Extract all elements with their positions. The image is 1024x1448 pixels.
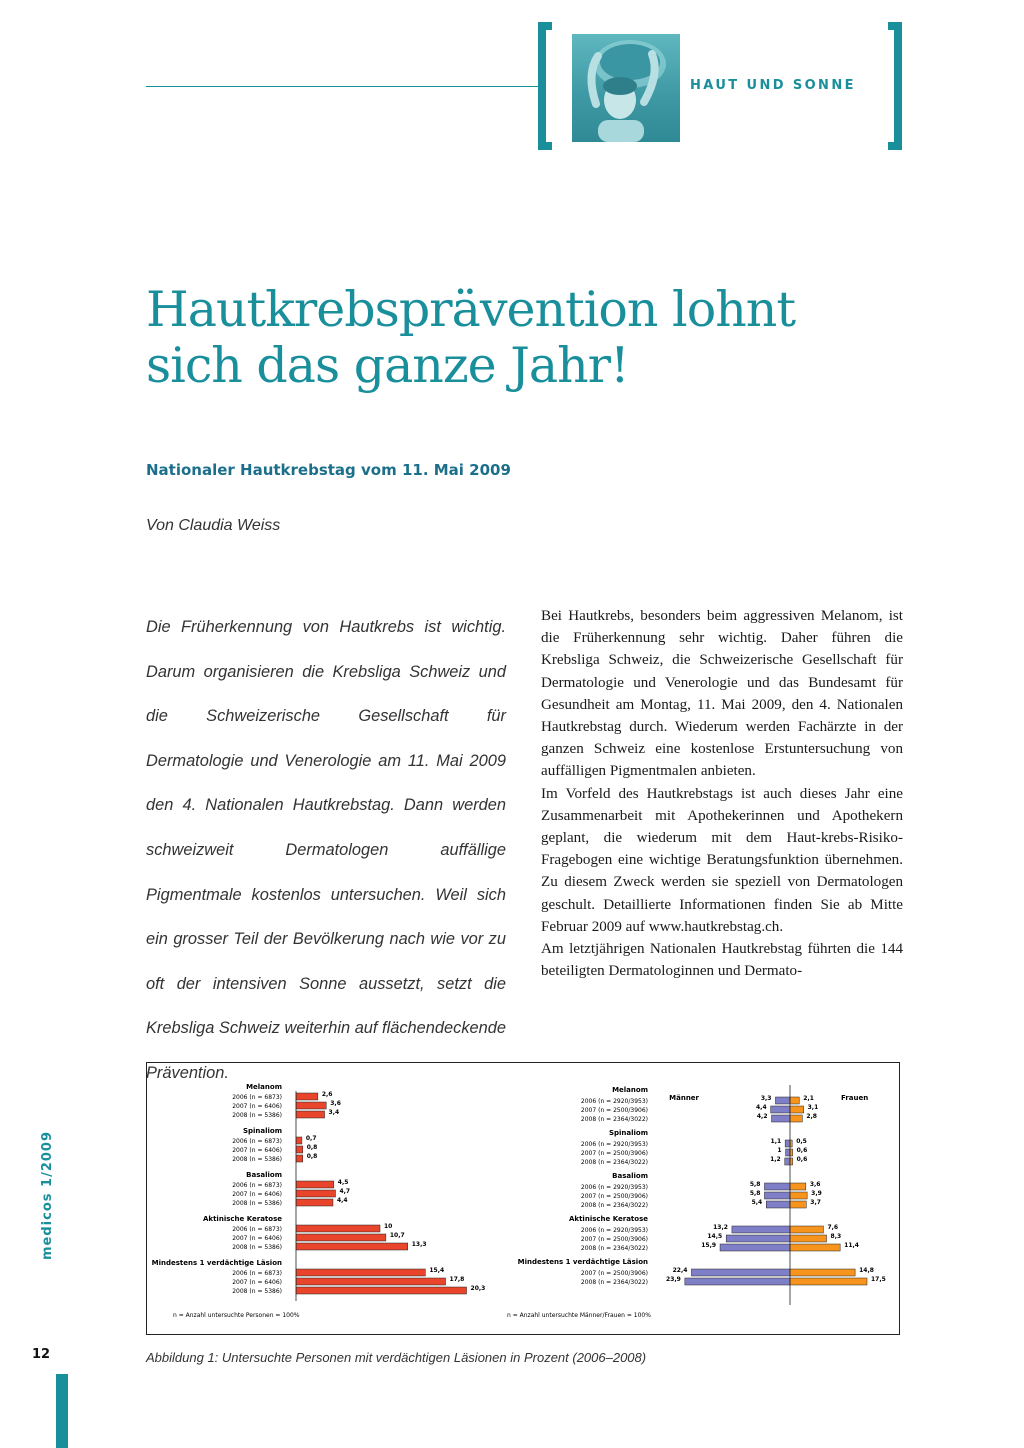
data-label: 4,4 (336, 1197, 348, 1204)
body-paragraph: Am letztjährigen Nationalen Hautkrebstag führten die 144 beteiligten Dermatologinnen und Dermato- (541, 941, 903, 980)
body-text (541, 605, 903, 982)
bar-women (790, 1183, 806, 1190)
row-label: 2007 (n = 2500/3906) (580, 1150, 648, 1157)
data-label-women: 2,1 (803, 1095, 814, 1102)
bar (296, 1190, 335, 1197)
bar-women (790, 1115, 802, 1122)
bar-men (771, 1106, 790, 1113)
bar (296, 1234, 386, 1241)
bar (296, 1146, 303, 1153)
bar-men (685, 1278, 790, 1285)
bar (296, 1199, 333, 1206)
row-label: 2008 (n = 2364/3022) (580, 1279, 648, 1286)
row-label: 2007 (n = 6406) (232, 1147, 282, 1154)
data-label-men: 1 (777, 1147, 782, 1154)
row-label: 2006 (n = 2920/3953) (580, 1098, 648, 1105)
footnote: n = Anzahl untersuchte Personen = 100% (173, 1312, 300, 1319)
row-label: 2007 (n = 6406) (232, 1103, 282, 1110)
row-label: 2008 (n = 5386) (232, 1288, 282, 1295)
left-bracket (538, 22, 552, 150)
data-label-women: 3,7 (810, 1199, 821, 1206)
bar-men (764, 1192, 790, 1199)
bar-women (790, 1192, 807, 1199)
data-label: 15,4 (429, 1267, 445, 1274)
bar-women (790, 1097, 799, 1104)
bar (296, 1111, 325, 1118)
data-label: 0,8 (306, 1144, 318, 1151)
bar-women (790, 1278, 867, 1285)
group-label: Basaliom (612, 1172, 648, 1180)
group-label: Spinaliom (608, 1129, 648, 1137)
data-label: 0,7 (305, 1135, 317, 1142)
bar (296, 1225, 380, 1232)
figure-box (146, 1062, 900, 1335)
bar-men (732, 1226, 790, 1233)
data-label: 13,3 (411, 1241, 427, 1248)
row-label: 2008 (n = 5386) (232, 1200, 282, 1207)
bar (296, 1093, 318, 1100)
data-label-men: 1,1 (770, 1138, 782, 1145)
row-label: 2006 (n = 2920/3953) (580, 1141, 648, 1148)
row-label: 2008 (n = 2364/3022) (580, 1202, 648, 1209)
group-label: Aktinische Keratose (569, 1215, 648, 1223)
data-label: 3,4 (328, 1109, 340, 1116)
bar (296, 1137, 302, 1144)
row-label: 2007 (n = 2500/3906) (580, 1236, 648, 1243)
row-label: 2006 (n = 6873) (232, 1226, 282, 1233)
lead-paragraph: Die Früherkennung von Hautkrebs ist wichtig. Darum organisieren die Krebsliga Schweiz und die Schweizerische Gesellschaft für Dermatologie und Venerologie am 11. Mai 2009 den 4. Nationalen Hautkrebstag. Dann werden schweizweit Dermatologen auffällige Pigmentmale kostenlos untersuchen. Weil sich ein grosser Teil der Bevölkerung nach wie vor zu oft der intensiven Sonne aussetzt, setzt die Krebsliga Schweiz weiterhin auf flächendeckende Prävention. (146, 618, 506, 1082)
row-label: 2008 (n = 2364/3022) (580, 1159, 648, 1166)
data-label-women: 8,3 (830, 1233, 842, 1240)
section-label: HAUT UND SONNE (690, 78, 856, 93)
data-label: 20,3 (470, 1285, 486, 1292)
header-photo (572, 34, 680, 142)
data-label-women: 2,8 (806, 1113, 817, 1120)
data-label-women: 17,5 (871, 1276, 886, 1283)
row-label: 2006 (n = 6873) (232, 1182, 282, 1189)
data-label: 4,7 (339, 1188, 351, 1195)
accent-bar (56, 1374, 68, 1448)
data-label-men: 23,9 (666, 1276, 681, 1283)
data-label-women: 0,6 (796, 1147, 808, 1154)
legend-women: Frauen (841, 1094, 869, 1102)
legend-men: Männer (669, 1094, 699, 1102)
data-label-women: 3,9 (811, 1190, 822, 1197)
figure-charts (147, 1063, 901, 1336)
data-label-men: 5,4 (751, 1199, 763, 1206)
bar (296, 1278, 446, 1285)
bar-women (790, 1269, 855, 1276)
data-label: 10,7 (389, 1232, 405, 1239)
bar-women (790, 1201, 806, 1208)
row-label: 2008 (n = 5386) (232, 1244, 282, 1251)
bar-men (726, 1235, 790, 1242)
bar (296, 1102, 326, 1109)
bar-women (790, 1226, 823, 1233)
group-label: Melanom (246, 1083, 282, 1091)
bar (296, 1269, 425, 1276)
right-bracket (888, 22, 902, 150)
body-paragraph: Bei Hautkrebs, besonders beim aggressiven Melanom, ist die Früherkennung sehr wichtig. Daher führen die Krebsliga Schweiz, die Schweizerische Gesellschaft für Dermatologie und Venerologie und das Bundesamt für Gesundheit am Montag, 11. Mai 2009, den 4. Nationalen Hautkrebstag durch. Wiederum werden Fachärzte in der ganzen Schweiz eine kostenlose Erstuntersuchung von auffälligen Pigmentmalen anbieten. (541, 608, 903, 780)
data-label-women: 3,6 (809, 1181, 821, 1188)
data-label: 17,8 (449, 1276, 465, 1283)
article-subtitle: Nationaler Hautkrebstag vom 11. Mai 2009 (146, 461, 511, 479)
title-line-1: Hautkrebsprävention lohnt (146, 281, 796, 338)
data-label-men: 5,8 (749, 1181, 761, 1188)
row-label: 2008 (n = 5386) (232, 1112, 282, 1119)
data-label-men: 14,5 (707, 1233, 723, 1240)
group-label: Mindestens 1 verdächtige Läsion (517, 1258, 648, 1266)
row-label: 2008 (n = 2364/3022) (580, 1245, 648, 1252)
page-number: 12 (32, 1347, 51, 1362)
bar-women (790, 1244, 840, 1251)
data-label-women: 14,8 (859, 1267, 874, 1274)
bar (296, 1155, 303, 1162)
byline: Von Claudia Weiss (146, 517, 281, 534)
data-label-men: 1,2 (770, 1156, 781, 1163)
journal-label: medicos 1/2009 (40, 1130, 55, 1260)
row-label: 2006 (n = 6873) (232, 1270, 282, 1277)
header-rule (146, 86, 538, 87)
data-label-men: 13,2 (713, 1224, 728, 1231)
bar-men (720, 1244, 790, 1251)
group-label: Basaliom (246, 1171, 282, 1179)
row-label: 2006 (n = 2920/3953) (580, 1227, 648, 1234)
bar-men (766, 1201, 790, 1208)
bar-men (785, 1140, 790, 1147)
bar (296, 1181, 334, 1188)
row-label: 2006 (n = 2920/3953) (580, 1184, 648, 1191)
bar-men (691, 1269, 790, 1276)
row-label: 2007 (n = 2500/3906) (580, 1107, 648, 1114)
data-label: 4,5 (337, 1179, 349, 1186)
bar-women (790, 1106, 804, 1113)
figure-caption: Abbildung 1: Untersuchte Personen mit verdächtigen Läsionen in Prozent (2006–2008) (146, 1350, 647, 1365)
data-label-men: 5,8 (749, 1190, 761, 1197)
data-label-men: 4,2 (756, 1113, 768, 1120)
group-label: Aktinische Keratose (203, 1215, 282, 1223)
data-label-men: 4,4 (755, 1104, 767, 1111)
row-label: 2007 (n = 6406) (232, 1235, 282, 1242)
data-label-men: 22,4 (672, 1267, 688, 1274)
data-label-men: 15,9 (701, 1242, 717, 1249)
row-label: 2007 (n = 6406) (232, 1279, 282, 1286)
data-label: 2,6 (321, 1091, 333, 1098)
row-label: 2006 (n = 6873) (232, 1138, 282, 1145)
data-label-women: 0,6 (796, 1156, 808, 1163)
data-label: 10 (384, 1223, 393, 1230)
bar (296, 1243, 408, 1250)
bar-men (772, 1115, 790, 1122)
bar-men (786, 1149, 790, 1156)
row-label: 2008 (n = 5386) (232, 1156, 282, 1163)
data-label-women: 3,1 (807, 1104, 819, 1111)
bar (296, 1287, 467, 1294)
data-label-women: 11,4 (844, 1242, 859, 1249)
bar-women (790, 1235, 827, 1242)
bar-men (775, 1097, 790, 1104)
footnote: n = Anzahl untersuchte Männer/Frauen = 100% (507, 1312, 651, 1319)
body-paragraph: Im Vorfeld des Hautkrebstags ist auch dieses Jahr eine Zusammenarbeit mit Apothekerinnen und Apothekern geplant, die wiederum mit dem Haut-krebs-Risiko-Fragebogen eine wichtige Beratungsfunktion übernehmen. Zu diesem Zweck werden sie speziell von Dermatologen geschult. Detaillierte Informationen finden Sie ab Mitte Februar 2009 auf www.hautkrebstag.ch. (541, 785, 903, 935)
row-label: 2007 (n = 6406) (232, 1191, 282, 1198)
data-label: 3,6 (330, 1100, 341, 1107)
group-label: Mindestens 1 verdächtige Läsion (151, 1259, 282, 1267)
bar-men (785, 1158, 790, 1165)
title-line-2: sich das ganze Jahr! (146, 337, 629, 394)
article-title (146, 282, 906, 394)
group-label: Melanom (612, 1086, 648, 1094)
row-label: 2008 (n = 2364/3022) (580, 1116, 648, 1123)
row-label: 2007 (n = 2500/3906) (580, 1270, 648, 1277)
group-label: Spinaliom (242, 1127, 282, 1135)
data-label-women: 0,5 (796, 1138, 807, 1145)
data-label-women: 7,6 (827, 1224, 839, 1231)
data-label-men: 3,3 (760, 1095, 772, 1102)
row-label: 2006 (n = 6873) (232, 1094, 282, 1101)
bar-men (764, 1183, 790, 1190)
data-label: 0,8 (306, 1153, 318, 1160)
row-label: 2007 (n = 2500/3906) (580, 1193, 648, 1200)
